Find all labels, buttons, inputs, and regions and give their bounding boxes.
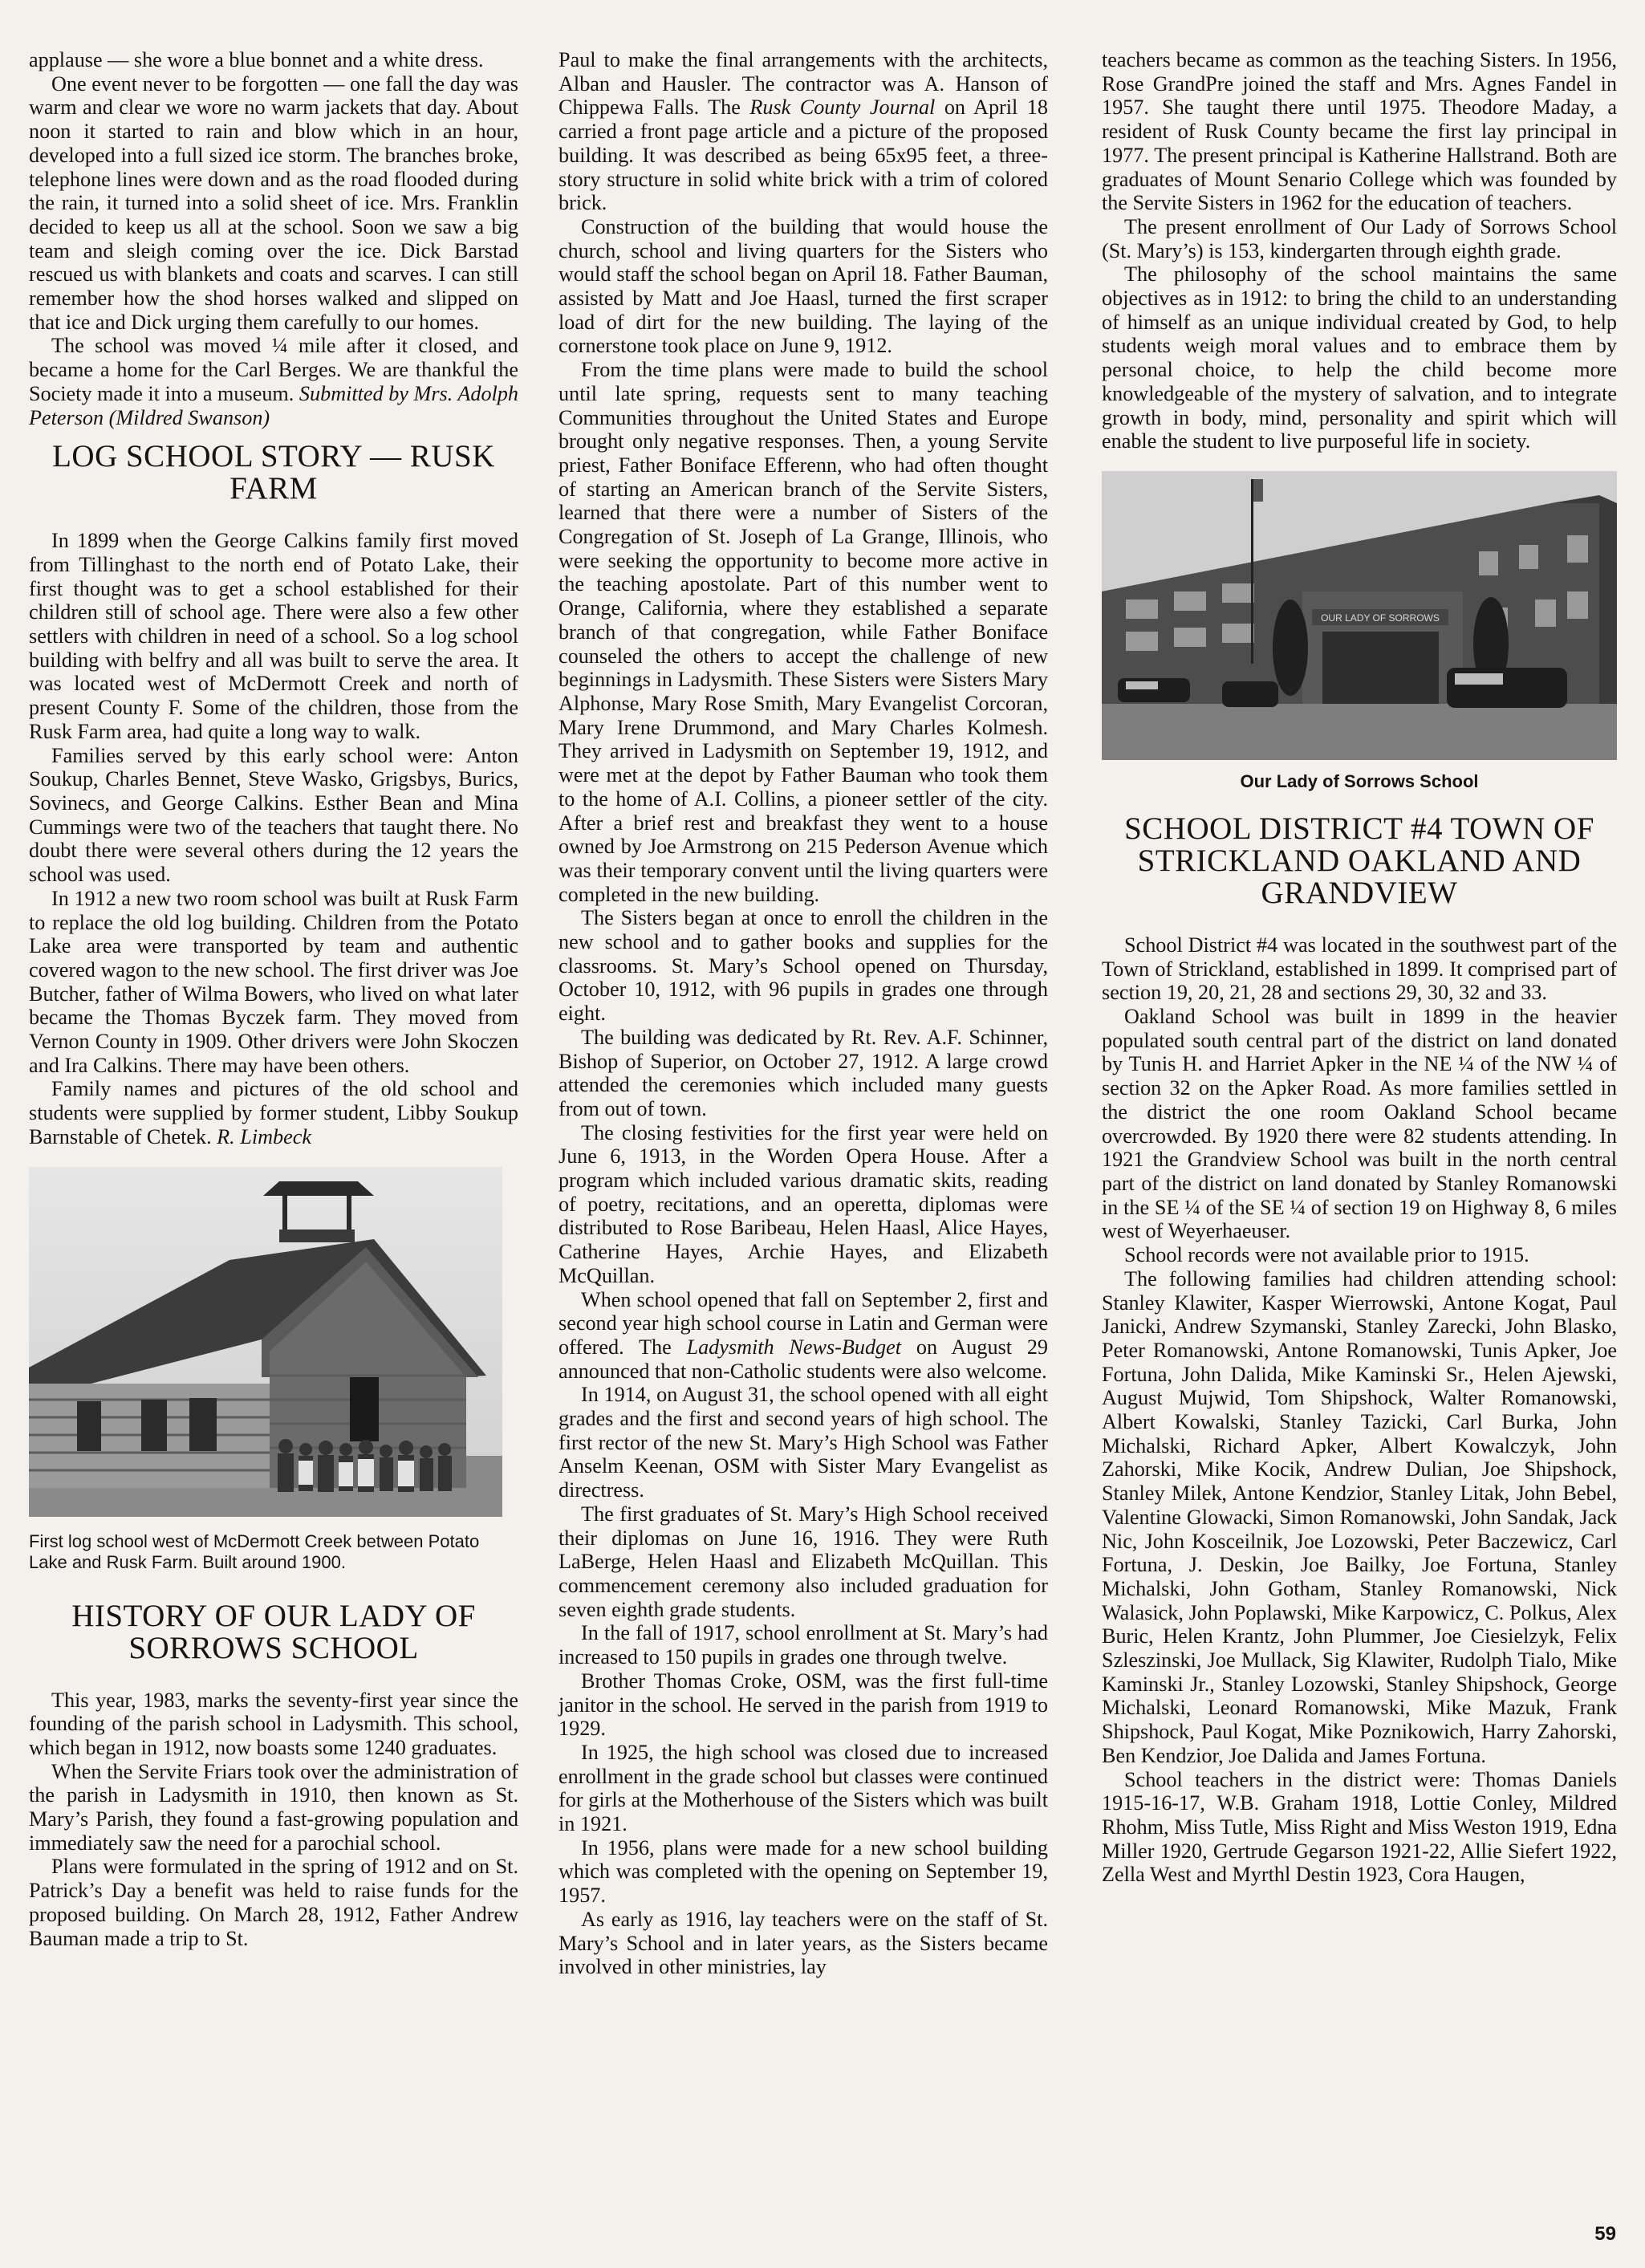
paragraph: The philosophy of the school maintains the same objectives as in 1912: to bring the child to an understanding of himself as an unique individual created by God, to help students weigh moral values and to embrace them by personal choice, to help the child become more knowledgeable of the mystery of salvation, and to integrate growth in body, mind, personality and spirit which will enable the student to live purposeful life in society.: [1102, 262, 1617, 453]
column-1: [29, 48, 518, 1950]
paragraph-text: The school was moved ¼ mile after it closed, and became a home for the Carl Berges. We are thankful the Society made it into a museum.: [29, 334, 518, 405]
log-school-illustration: [29, 1167, 502, 1517]
paragraph: In 1912 a new two room school was built at Rusk Farm to replace the old log building. Children from the Potato Lake area were transported by team and authentic covered wagon to the new school. The first driver was Joe Butcher, father of Wilma Bowers, who lived on what later became the Thomas Byczek farm. They moved from Vernon County in 1909. Other drivers were John Skoczen and Ira Calkins. There may have been others.: [29, 886, 518, 1077]
publication-title: Ladysmith News-Budget: [686, 1335, 902, 1359]
heading-log-school: LOG SCHOOL STORY — RUSK FARM: [52, 439, 495, 506]
log-school-caption: First log school west of McDermott Creek between Potato Lake and Rusk Farm. Built around 1900.: [29, 1530, 480, 1572]
paragraph: The first graduates of St. Mary’s High School received their diplomas on June 16, 1916. They were Ruth LaBerge, Helen Haasl and Elizabeth McQuillan. This commencement ceremony also included graduation for seven eighth grade students.: [558, 1502, 1048, 1621]
paragraph: [29, 334, 518, 429]
heading-school-district-4: SCHOOL DISTRICT #4 TOWN OF STRICKLAND OAKLAND AND GRANDVIEW: [1124, 811, 1594, 910]
paragraph: Plans were formulated in the spring of 1912 and on St. Patrick’s Day a benefit was held to raise funds for the proposed building. On March 28, 1912, Father Andrew Bauman made a trip to St.: [29, 1855, 518, 1950]
paragraph: School teachers in the district were: Thomas Daniels 1915-16-17, W.B. Graham 1918, Lottie Conley, Mildred Rhohm, Miss Tutle, Miss Right and Miss Weston 1919, Edna Miller 1920, Gertrude Gegarson 1921-22, Allie Siefert 1922, Zella West and Myrthl Destin 1923, Cora Haugen,: [1102, 1767, 1618, 1887]
paragraph: One event never to be forgotten — one fall the day was warm and clear we wore no warm jackets that day. About noon it started to rain and blow which in an hour, developed into a full sized ice storm. The branches broke, telephone lines were down and as the road flooded during the rain, it turned into a solid sheet of ice. Mrs. Franklin decided to keep us all at the school. Soon we saw a big team and sleigh coming over the ice. Dick Barstad rescued us with blankets and coats and scarves. I can still remember how the shod horses walked and slipped on that ice and Dick urging them carefully to our homes.: [29, 71, 518, 334]
paragraph: Oakland School was built in 1899 in the heavier populated south central part of the district on land donated by Tunis H. and Harriet Apker in the NE ¼ of the NW ¼ of section 32 on the Apker Road. As more families settled in the district the one room Oakland School became overcrowded. By 1920 there were 82 students attending. In 1921 the Grandview School was built in the north central part of the district on land donated by Stanley Romanowski in the SE ¼ of the SE ¼ of section 19 on Highway 8, 6 miles west of Weyerhaeuser.: [1102, 1005, 1617, 1243]
paragraph: As early as 1916, lay teachers were on the staff of St. Mary’s School and in later years, as the Sisters became involved in other ministries, lay: [558, 1907, 1048, 1979]
paragraph: In the fall of 1917, school enrollment at St. Mary’s had increased to 150 pupils in grades one through twelve.: [558, 1621, 1048, 1669]
paragraph: The closing festivities for the first year were held on June 6, 1913, in the Worden Opera House. After a program which included various dramatic skits, reading of poetry, recitations, and an operetta, diplomas were distributed to Rose Baribeau, Helen Haasl, Alice Hayes, Catherine Hayes, Archie Hayes, and Elizabeth McQuillan.: [558, 1120, 1048, 1287]
column-3: [1102, 48, 1617, 1887]
signature: Submitted by Mrs. Adolph Peterson (Mildred Swanson): [29, 381, 518, 429]
paragraph-text: Paul to make the final arrangements with the architects, Alban and Hausler. The contractor was A. Hanson of Chippewa Falls. The: [558, 48, 1048, 120]
paragraph: School records were not available prior to 1915.: [1124, 1243, 1529, 1267]
paragraph: The building was dedicated by Rt. Rev. A.F. Schinner, Bishop of Superior, on October 27, 1912. A large crowd attended the ceremonies which included many guests from out of town.: [558, 1025, 1048, 1120]
paragraph: In 1925, the high school was closed due to increased enrollment in the grade school but classes were continued for girls at the Motherhouse of the Sisters which was built in 1921.: [558, 1740, 1048, 1836]
our-lady-school-photo: [1102, 471, 1617, 760]
paragraph: School District #4 was located in the southwest part of the Town of Strickland, established in 1899. It comprised part of section 19, 20, 21, 28 and sections 29, 30, 32 and 33.: [1102, 933, 1617, 1005]
paragraph-text: on August 29 announced that non-Catholic students were also welcome.: [558, 1335, 1049, 1383]
paragraph: teachers became as common as the teaching Sisters. In 1956, Rose GrandPre joined the staff and Mrs. Agnes Fandel in 1957. She taught there until 1975. Theodore Maday, a resident of Rusk County became the first lay principal in 1977. The present principal is Katherine Hallstrand. Both are graduates of Mount Senario College which was founded by the Servite Sisters in 1962 for the education of teachers.: [1102, 48, 1617, 215]
paragraph: [558, 48, 1048, 215]
paragraph: applause — she wore a blue bonnet and a white dress.: [29, 48, 484, 71]
paragraph-text: When school opened that fall on September 2, first and second year high school course in Latin and German were offered. The: [558, 1287, 1048, 1359]
paragraph: [558, 1288, 1048, 1384]
paragraph-text: Family names and pictures of the old school and students were supplied by former student, Libby Soukup Barnstable of Chetek.: [29, 1077, 518, 1148]
signature: R. Limbeck: [217, 1124, 311, 1148]
paragraph: [29, 1077, 518, 1148]
paragraph-text: on April 18 carried a front page article and a picture of the proposed building. It was described as being 65x95 feet, a three-story structure in solid white brick with a trim of colored brick.: [558, 96, 1048, 215]
page-number: 59: [1594, 2223, 1616, 2245]
school-sign: OUR LADY OF SORROWS: [1321, 612, 1440, 624]
paragraph: When the Servite Friars took over the administration of the parish in Ladysmith in 1910, then known as St. Mary’s Parish, they found a fast-growing population and immediately saw the need for a parochial school.: [29, 1759, 518, 1855]
paragraph: In 1899 when the George Calkins family first moved from Tillinghast to the north end of Potato Lake, their first thought was to get a school established for their children still of school age. There were also a few other settlers with children in need of a school. So a log school building with belfry and all was built to serve the area. It was located west of McDermott Creek and north of present County F. Some of the children, those from the Rusk Farm area, had quite a long way to walk.: [29, 529, 518, 743]
log-school-photo: [29, 1167, 502, 1517]
paragraph: This year, 1983, marks the seventy-first year since the founding of the parish school in Ladysmith. This school, which began in 1912, now boasts some 1240 graduates.: [29, 1688, 518, 1759]
brick-school-illustration: [1102, 471, 1617, 760]
our-lady-caption: Our Lady of Sorrows School: [1240, 770, 1479, 791]
paragraph: In 1914, on August 31, the school opened with all eight grades and the first and second years of high school. The first rector of the new St. Mary’s High School was Father Anselm Keenan, OSM with Sister Mary Evangelist as directress.: [558, 1383, 1048, 1502]
paragraph: Construction of the building that would house the church, school and living quarters for the Sisters who would staff the school began on April 18. Father Bauman, assisted by Matt and Joe Haasl, turned the first scraper load of dirt for the new building. The laying of the cornerstone took place on June 9, 1912.: [558, 214, 1048, 358]
column-2: [558, 48, 1048, 1979]
publication-title: Rusk County Journal: [749, 96, 936, 120]
paragraph: The present enrollment of Our Lady of Sorrows School (St. Mary’s) is 153, kindergarten through eighth grade.: [1102, 214, 1617, 262]
paragraph: From the time plans were made to build the school until late spring, requests sent to many teaching Communities throughout the United States and Europe brought only negative responses. Then, a young Servite priest, Father Boniface Efferenn, who had often thought of starting an American branch of the Servite Sisters, learned that there were a number of Sisters of the Congregation of St. Joseph of La Grange, Illinois, who were seeking the opportunity to become more active in the teaching apostolate. Part of this number went to Orange, California, where they established a separate branch of that congregation, while Father Boniface counseled the others to accept the challenge of new beginnings in Ladysmith. These Sisters were Sisters Mary Alphonse, Mary Rose Smith, Mary Evangelist Corcoran, Mary Irene Drummond, and Mary Charles Kolmesh. They arrived in Ladysmith on September 19, 1912, and were met at the depot by Father Bauman who took them to the home of A.I. Collins, a pioneer settler of the city. After a brief rest and breakfast they went to a house owned by Joe Armstrong on 215 Pederson Avenue which was their temporary convent until the living quarters were completed in the new building.: [558, 358, 1048, 906]
paragraph: In 1956, plans were made for a new school building which was completed with the opening on September 19, 1957.: [558, 1835, 1048, 1908]
paragraph: The Sisters began at once to enroll the children in the new school and to gather books and supplies for the classrooms. St. Mary’s School opened on Thursday, October 10, 1912, with 96 pupils in grades one through eight.: [558, 906, 1048, 1026]
paragraph: Families served by this early school were: Anton Soukup, Charles Bennet, Steve Wasko, Grigsbys, Burics, Sovinecs, and George Calkins. Esther Bean and Mina Cummings were two of the teachers that taught there. No doubt there were several others during the 12 years the school was used.: [29, 743, 518, 887]
paragraph: Brother Thomas Croke, OSM, was the first full-time janitor in the school. He served in the parish from 1919 to 1929.: [558, 1668, 1048, 1741]
paragraph: The following families had children attending school: Stanley Klawiter, Kasper Wierrowski, Antone Kogat, Paul Janicki, Andrew Szymanski, Stanley Zarecki, John Blasko, Peter Romanowski, Antone Romanowski, Tunis Apker, Joe Fortuna, John Dalida, Mike Kaminski Sr., Helen Ajewski, August Mujwid, Tom Shipshock, Walter Romanowski, Albert Kowalski, Stanley Tazicki, Carl Burka, John Michalski, Richard Apker, Albert Kowalczyk, John Zahorski, Mike Kocik, Andrew Dulian, Joe Shipshock, Stanley Milek, Antone Kendzior, Stanley Litak, John Bebel, Valentine Glowacki, Simon Romanowski, John Sandak, Jack Nic, John Kosceilnik, Joe Lozowski, Peter Baczewicz, Carl Fortuna, J. Deskin, Joe Bailky, Joe Fortuna, Stanley Michalski, John Gotham, Stanley Romanowski, Nick Walasick, John Poplawski, Mike Karpowicz, C. Polkus, Alex Buric, Helen Krantz, John Plummer, Joe Ciesielzyk, Felix Szleszinski, Joe Mullack, Sig Klawiter, Rudolph Tialo, Mike Kaminski Jr., Stanley Lozowski, Stanley Shipshock, George Michalski, Leonard Romanowski, Mike Mazuk, Frank Shipshock, Paul Kogat, Mike Poznikowich, Harry Zahorski, Ben Kendzior, Joe Dalida and James Fortuna.: [1102, 1266, 1617, 1767]
heading-lady-of-sorrows: HISTORY OF OUR LADY OF SORROWS SCHOOL: [71, 1598, 476, 1665]
